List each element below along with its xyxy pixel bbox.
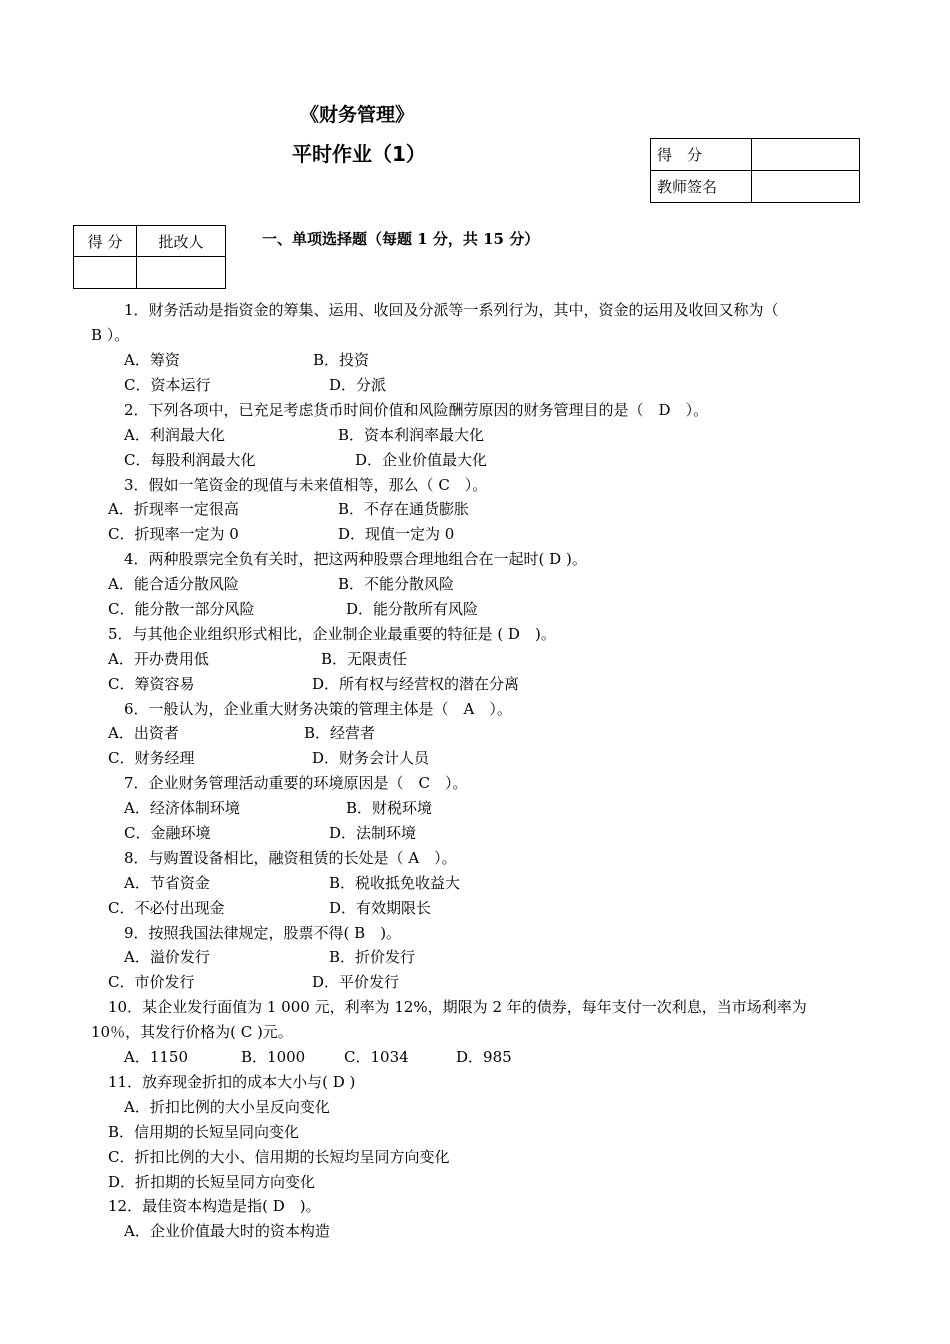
question-6-stem: 6．一般认为，企业重大财务决策的管理主体是（ A ）。	[124, 700, 512, 718]
question-3-option-b: B．不存在通货膨胀	[338, 500, 470, 518]
teacher-signature-label: 教师签名	[651, 171, 752, 203]
question-11-stem: 11．放弃现金折扣的成本大小与( D )	[108, 1073, 356, 1091]
question-2-option-c: C．每股利润最大化	[124, 451, 256, 469]
question-1-option-b: B．投资	[313, 351, 370, 369]
question-3-option-a: A．折现率一定很高	[108, 500, 239, 518]
question-7-option-b: B．财税环境	[346, 799, 433, 817]
question-4-stem: 4．两种股票完全负有关时，把这两种股票合理地组合在一起时( D )。	[124, 550, 587, 568]
question-8-option-d: D．有效期限长	[329, 899, 432, 917]
question-6-option-d: D．财务会计人员	[312, 749, 430, 767]
question-10-stem-cont: 10％，其发行价格为( C )元。	[91, 1023, 293, 1041]
question-1-option-a: A．筹资	[124, 351, 180, 369]
question-9-option-d: D．平价发行	[312, 973, 400, 991]
question-8-option-c: C．不必付出现金	[108, 899, 225, 917]
question-8-stem: 8．与购置设备相比，融资租赁的长处是（ A ）。	[124, 849, 457, 867]
question-2-stem: 2．下列各项中，已充足考虑货币时间价值和风险酬劳原因的财务管理目的是（ D ）。	[124, 401, 709, 419]
question-3-option-d: D．现值一定为 0	[338, 525, 455, 543]
question-8-option-b: B．税收抵免收益大	[329, 874, 461, 892]
question-1-stem-cont: B ）。	[91, 326, 130, 344]
question-5-option-b: B．无限责任	[321, 650, 408, 668]
question-12-option-a: A．企业价值最大时的资本构造	[124, 1222, 330, 1240]
question-4-option-c: C．能分散一部分风险	[108, 600, 255, 618]
question-2-option-a: A．利润最大化	[124, 426, 225, 444]
question-12-stem: 12．最佳资本构造是指( D )。	[108, 1197, 321, 1215]
question-4-option-d: D．能分散所有风险	[346, 600, 479, 618]
question-10-option-c: C．1034	[344, 1048, 409, 1066]
question-10-option-d: D．985	[456, 1048, 512, 1066]
question-4-option-a: A．能合适分散风险	[108, 575, 239, 593]
question-6-option-c: C．财务经理	[108, 749, 195, 767]
grader-name-cell[interactable]	[137, 257, 226, 289]
question-10-option-b: B．1000	[241, 1048, 306, 1066]
question-6-option-a: A．出资者	[108, 724, 179, 742]
question-10-stem: 10．某企业发行面值为 1 000 元，利率为 12%，期限为 2 年的债券，每年支付一次利息，当市场利率为	[108, 998, 807, 1016]
question-1-stem: 1．财务活动是指资金的筹集、运用、收回及分派等一系列行为，其中，资金的运用及收回又称为（	[124, 301, 779, 319]
question-4-option-b: B．不能分散风险	[338, 575, 455, 593]
question-5-option-c: C．筹资容易	[108, 675, 195, 693]
question-1-option-c: C．资本运行	[124, 376, 211, 394]
score-cell[interactable]	[752, 139, 860, 171]
question-10-option-a: A．1150	[124, 1048, 189, 1066]
question-3-stem: 3．假如一笔资金的现值与未来值相等，那么（ C ）。	[124, 476, 488, 494]
question-11-option-a: A．折扣比例的大小呈反向变化	[124, 1098, 330, 1116]
question-5-stem: 5．与其他企业组织形式相比，企业制企业最重要的特征是 ( D )。	[108, 625, 556, 643]
grader-label: 批改人	[137, 226, 226, 257]
grader-score-label: 得 分	[74, 226, 137, 257]
grader-box	[73, 225, 226, 289]
question-1-option-d: D．分派	[329, 376, 387, 394]
question-7-stem: 7．企业财务管理活动重要的环境原因是（ C ）。	[124, 774, 468, 792]
question-3-option-c: C．折现率一定为 0	[108, 525, 239, 543]
question-7-option-d: D．法制环境	[329, 824, 417, 842]
question-11-option-c: C．折扣比例的大小、信用期的长短均呈同方向变化	[108, 1148, 450, 1166]
document-title: 《财务管理》	[300, 104, 415, 126]
question-6-option-b: B．经营者	[304, 724, 376, 742]
question-11-option-d: D．折扣期的长短呈同方向变化	[108, 1173, 316, 1191]
score-box	[650, 138, 860, 203]
question-7-option-a: A．经济体制环境	[124, 799, 240, 817]
question-9-stem: 9．按照我国法律规定，股票不得( B )。	[124, 924, 402, 942]
question-2-option-b: B．资本利润率最大化	[338, 426, 485, 444]
question-2-option-d: D．企业价值最大化	[355, 451, 488, 469]
question-5-option-a: A．开办费用低	[108, 650, 209, 668]
question-11-option-b: B．信用期的长短呈同向变化	[108, 1123, 300, 1141]
question-9-option-a: A．溢价发行	[124, 948, 210, 966]
score-label: 得 分	[651, 139, 752, 171]
question-8-option-a: A．节省资金	[124, 874, 210, 892]
question-9-option-b: B．折价发行	[329, 948, 416, 966]
document-subtitle: 平时作业（1）	[292, 142, 426, 166]
question-9-option-c: C．市价发行	[108, 973, 195, 991]
question-5-option-d: D．所有权与经营权的潜在分离	[312, 675, 520, 693]
grader-score-cell[interactable]	[74, 257, 137, 289]
question-7-option-c: C．金融环境	[124, 824, 211, 842]
teacher-signature-cell[interactable]	[752, 171, 860, 203]
section-heading: 一、单项选择题（每题 1 分，共 15 分）	[262, 230, 540, 248]
